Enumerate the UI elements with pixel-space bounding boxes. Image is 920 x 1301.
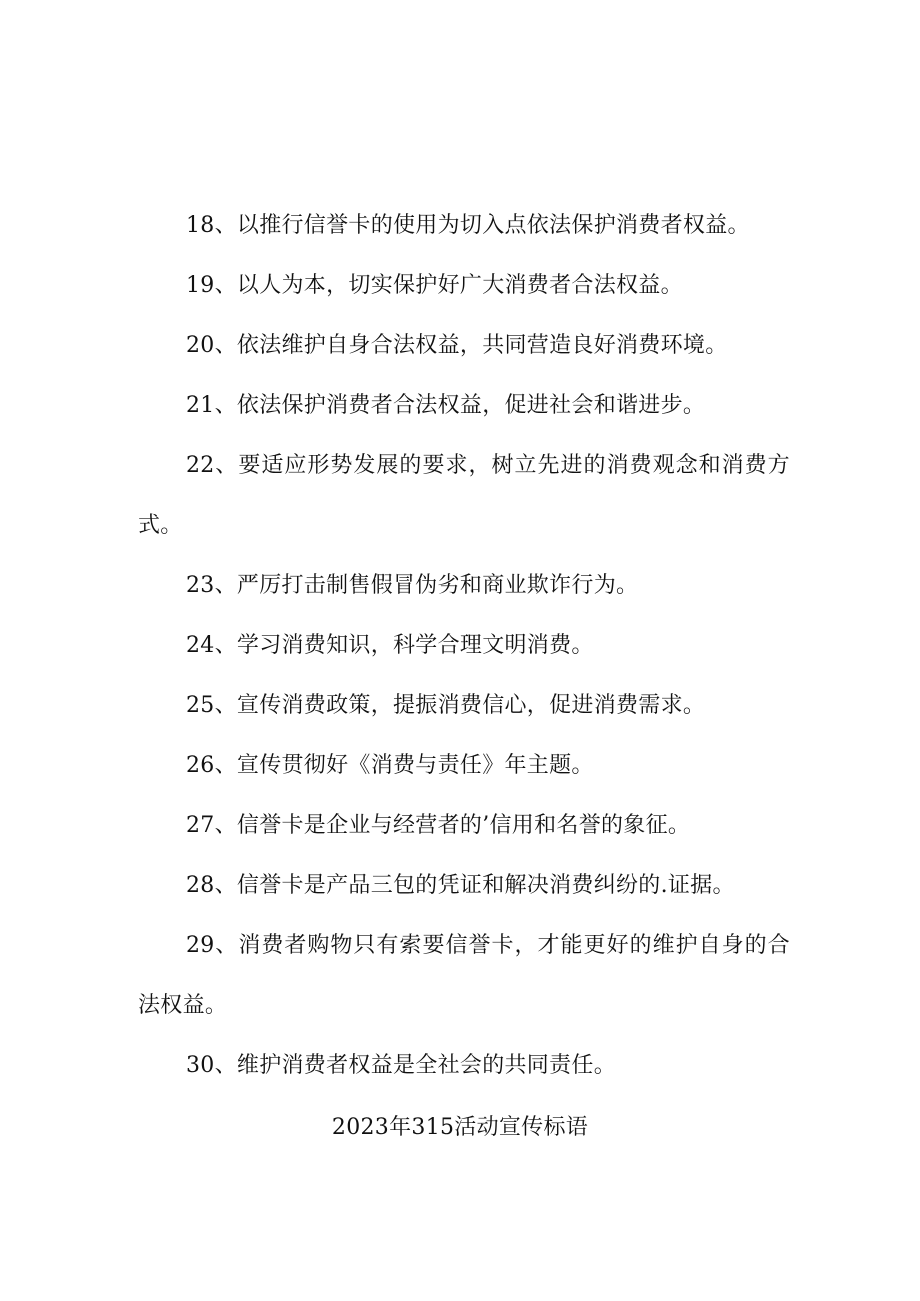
slogan-list <box>138 196 790 1096</box>
slogan-item-25: 25、宣传消费政策，提振消费信心，促进消费需求。 <box>186 693 706 718</box>
slogan-item-23: 23、严厉打击制售假冒伪劣和商业欺诈行为。 <box>186 573 639 598</box>
slogan-item-24: 24、学习消费知识，科学合理文明消费。 <box>186 633 594 658</box>
slogan-item-29: 29、消费者购物只有索要信誉卡，才能更好的维护自身的合法权益。 <box>138 933 790 1018</box>
slogan-item-20: 20、依法维护自身合法权益，共同营造良好消费环境。 <box>186 333 728 358</box>
slogan-item-26: 26、宣传贯彻好《消费与责任》年主题。 <box>186 753 594 778</box>
slogan-item-22: 22、要适应形势发展的要求，树立先进的消费观念和消费方式。 <box>138 453 790 538</box>
slogan-item-18: 18、以推行信誉卡的使用为切入点依法保护消费者权益。 <box>186 213 750 238</box>
section-title: 2023年315活动宣传标语 <box>331 1115 589 1140</box>
slogan-item-21: 21、依法保护消费者合法权益，促进社会和谐进步。 <box>186 393 706 418</box>
slogan-item-19: 19、以人为本，切实保护好广大消费者合法权益。 <box>186 273 683 298</box>
slogan-item-30: 30、维护消费者权益是全社会的共同责任。 <box>186 1053 616 1078</box>
slogan-item-27: 27、信誉卡是企业与经营者的’信用和名誉的象征。 <box>186 813 691 838</box>
slogan-item-28: 28、信誉卡是产品三包的凭证和解决消费纠纷的.证据。 <box>186 873 735 898</box>
